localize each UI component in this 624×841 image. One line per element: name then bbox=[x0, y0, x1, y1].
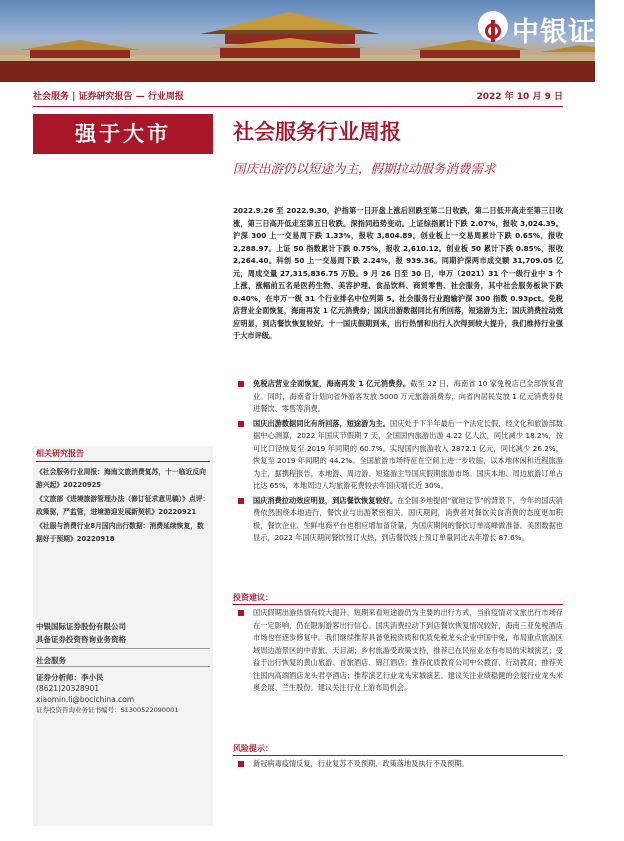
related-divider bbox=[36, 461, 210, 462]
key-point-head: 国庆出游数据同比有所回落，短途游为主。 bbox=[253, 418, 390, 428]
bullet-square-icon bbox=[238, 421, 244, 427]
analyst-email[interactable]: xiaomin.li@bocichina.com bbox=[36, 695, 135, 704]
sidebar-divider bbox=[36, 666, 210, 667]
related-report-link[interactable]: 《社服与消费行业8月国内出行数据：消费延续恢复，数据好于预期》20220918 bbox=[36, 522, 204, 543]
related-reports-heading: 相关研究报告 bbox=[36, 449, 84, 458]
analyst-certificate: 证券投资咨询业务证书编号：S1300522090001 bbox=[36, 706, 179, 714]
risk-section bbox=[233, 758, 563, 773]
report-title: 社会服务行业周报 bbox=[233, 119, 401, 144]
key-point bbox=[233, 495, 563, 545]
related-reports-list bbox=[36, 466, 210, 547]
bank-logo-icon bbox=[478, 11, 508, 41]
key-point-head: 免税店营业全面恢复，海南再发 1 亿元消费券。 bbox=[253, 379, 411, 388]
report-subtitle: 国庆出游仍以短途为主，假期拉动服务消费需求 bbox=[233, 161, 496, 176]
key-point-text: 国庆处于下半年最后一个法定长假，经文化和旅游部数据中心测算，2022 年国庆节假期 7 天，全国国内旅游出游 4.22 亿人次，同比减少 18.2%，按可比口径恢复至 2019 年同期的 60.7%。实现国内旅游收入 2872.1 亿元，同比减少 26.2%，恢复至 2019 年同期的 44.2%。全国旅游市场特征在空间上进一步收缩，以本地休闲和近程旅游为主，据携程报告，本地游、周边游、短途游主导国庆假期旅游市场。国庆本地、周边旅游订单占比达 65%，本地周边人均旅游花费较去年国庆增长近 30%。 bbox=[253, 418, 563, 490]
brand-logo bbox=[478, 6, 624, 48]
analyst-name: 证券分析师：李小民 bbox=[36, 673, 104, 682]
key-point-text: 截至 22 日，海南省 10 家免税店已全部恢复营业。同时，海南省计划向省外游客发放 5000 万元旅游消费券，向省内居民发放 1 亿元消费券促进餐饮、零售等消费。 bbox=[253, 379, 564, 413]
bullet-square-icon bbox=[238, 761, 244, 767]
risk-divider bbox=[233, 755, 563, 756]
key-points bbox=[233, 378, 563, 547]
report-date: 2022 年 10 月 9 日 bbox=[476, 92, 563, 102]
investment-divider bbox=[233, 604, 563, 605]
related-report-link[interactable]: 《文旅部《进境旅游管理办法（修订征求意见稿）》点评：政策驱，严监管，进境游迎发展新契机》20220921 bbox=[36, 495, 210, 516]
report-category: 社会服务 | 证券研究报告 — 行业周报 bbox=[33, 92, 184, 102]
brand-name: 中银证券 bbox=[512, 17, 624, 48]
sector-label: 社会服务 bbox=[36, 656, 66, 665]
report-header bbox=[33, 86, 563, 107]
key-point-head: 国庆消费拉动效应明显，到店餐饮恢复较好。 bbox=[253, 495, 398, 505]
related-report-link[interactable]: 《社会服务行业周报：海南文旅消费复苏，十一临近反向游兴起》20220925 bbox=[36, 468, 206, 489]
sidebar-divider bbox=[36, 648, 210, 649]
analyst-phone: (8621)20328901 bbox=[36, 684, 100, 693]
investment-heading: 投资建议： bbox=[233, 593, 273, 602]
bullet-square-icon bbox=[238, 498, 244, 504]
analyst-info bbox=[36, 672, 210, 716]
header-banner bbox=[0, 0, 624, 82]
key-point bbox=[233, 418, 563, 493]
investment-text: 国庆假期出游热情有较大提升，短期来看短途游仍为主要的出行方式，当前疫情对文旅出行市场存在一定影响，仍在限制游客出行信心。国庆消费拉动下到店餐饮恢复情况较好，海南三亚免税酒店市场也在逐步修复中。我们继续推荐具备免税资质和优质免税龙头企业中国中免，布局重点旅游区域周边游景区的中青旅、天目湖；乡村旅游受政策支持，推荐已在民宿业态有布局的宋城演艺；受益于出行恢复的黄山旅游、首旅酒店、锦江酒店；推荐优质教育公司中公教育、行动教育；推荐关注国内高端酒店龙头君亭酒店；推荐演艺行业龙头宋城演艺。建议关注业绩稳健的会展行业龙头米奥会展、兰生股份。建议关注行业上游布局机会。 bbox=[233, 607, 563, 695]
bullet-square-icon bbox=[238, 610, 244, 616]
risk-heading: 风险提示： bbox=[233, 744, 273, 753]
key-point bbox=[233, 378, 563, 416]
organization: 中银国际证券股份有限公司 具备证券投资咨询业务资格 bbox=[36, 622, 126, 644]
bullet-square-icon bbox=[238, 381, 244, 387]
key-point-text: 在全国多地提倡“就地过节”的背景下，今年的国庆消费依然围绕本地进行，餐饮业与出游紧密相关。国庆期间，消费者对餐饮关食消费的态度更加积极，餐饮企业、生鲜电商平台也相应增加备货量，为国庆期间的餐饮订单高峰做准备。美团数据也显示，2022 年国庆期间餐饮预订火热，到店餐饮线上预订单量同比去年增长 87.6%。 bbox=[253, 495, 563, 542]
investment-section bbox=[233, 607, 563, 697]
risk-text: 新冠病毒疫情反复，行业复苏不及预期、政策落地及执行不及预期。 bbox=[233, 758, 563, 771]
market-summary: 2022.9.26 至 2022.9.30，沪指第一日开盘上涨后回跌至第二日收跌，第二日低开高走至第三日收涨，第三日高开低走至第五日收跌。深指同趋势变动。上证综指累计下跌 2.07%，报收 3,024.39。沪深 300 上一交易周下跌 1.33%，报收 3,804.89。创业板上一交易周累计下跌 0.65%，报收 2,288.97。上证 50 指数累计下跌 0.75%，报收 2,610.12。创业板 50 累计下跌 0.85%，报收 2,264.40。科创 50 上一交易周下跌 2.24%，报 939.36。同期沪深两市成交额 31,709.05 亿元，周成交量 27,315,836.75 万股。9 月 26 日至 30 日，申万（2021）31 个一级行业中 3 个上涨，涨幅前五名是医药生物、美容护理、食品饮料、商贸零售、社会服务，其中社会服务板块下跌 0.40%，在申万一级 31 个行业排名中位列第 5。社会服务行业跑输沪深 300 指数 0.93pct。免税店营业全面恢复，海南再发 1 亿元消费券；国庆出游数据同比有所回落，短途游为主；国庆消费拉动效应明显，到店餐饮恢复较好。十一国庆假期到来，出行热情和出行人次得到较大提升，我们维持行业强于大市评级。 bbox=[233, 206, 563, 340]
rating-badge: 强于大市 bbox=[33, 114, 213, 154]
